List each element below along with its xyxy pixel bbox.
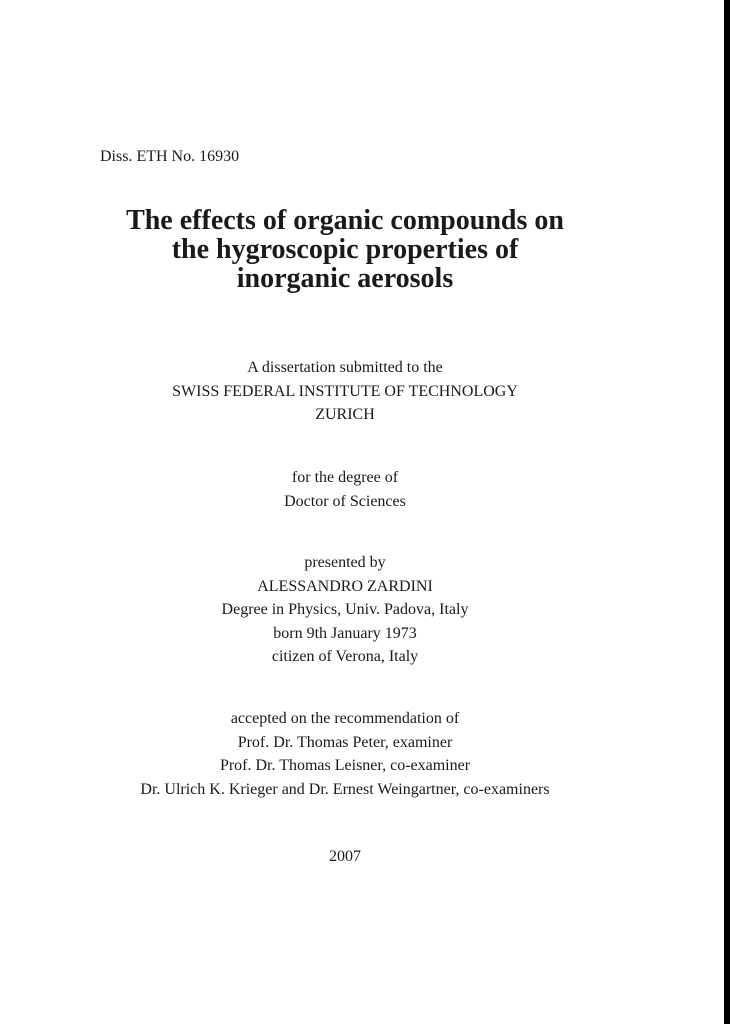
degree-intro: for the degree of (291, 469, 399, 486)
institution-name: SWISS FEDERAL INSTITUTE OF TECHNOLOGY (172, 382, 518, 400)
author-name: ALESSANDRO ZARDINI (257, 577, 433, 595)
author-intro: presented by (304, 554, 386, 571)
author-birth: born 9th January 1973 (273, 624, 417, 642)
co-examiner: Prof. Dr. Thomas Leisner, co-examiner (219, 757, 471, 774)
dissertation-title (0, 206, 690, 293)
title-line-3: inorganic aerosols (236, 263, 454, 294)
author-block (0, 551, 690, 669)
degree-name: Doctor of Sciences (284, 492, 406, 510)
recommendation-block (0, 707, 690, 801)
scan-edge-border (724, 0, 730, 1024)
co-examiners: Dr. Ulrich K. Krieger and Dr. Ernest Weingartner, co-examiners (140, 780, 550, 798)
submission-block (0, 356, 690, 427)
institution-city: ZURICH (315, 406, 375, 423)
dissertation-number: Diss. ETH No. 16930 (100, 148, 240, 165)
submission-intro: A dissertation submitted to the (247, 359, 443, 376)
title-line-2: the hygroscopic properties of (171, 234, 519, 265)
author-qualification: Degree in Physics, Univ. Padova, Italy (221, 601, 469, 618)
degree-block (0, 466, 690, 513)
author-citizenship: citizen of Verona, Italy (271, 648, 419, 665)
examiner: Prof. Dr. Thomas Peter, examiner (237, 733, 453, 751)
recommendation-intro: accepted on the recommendation of (230, 710, 460, 727)
publication-year: 2007 (329, 848, 361, 865)
title-line-1: The effects of organic compounds on (126, 205, 564, 236)
